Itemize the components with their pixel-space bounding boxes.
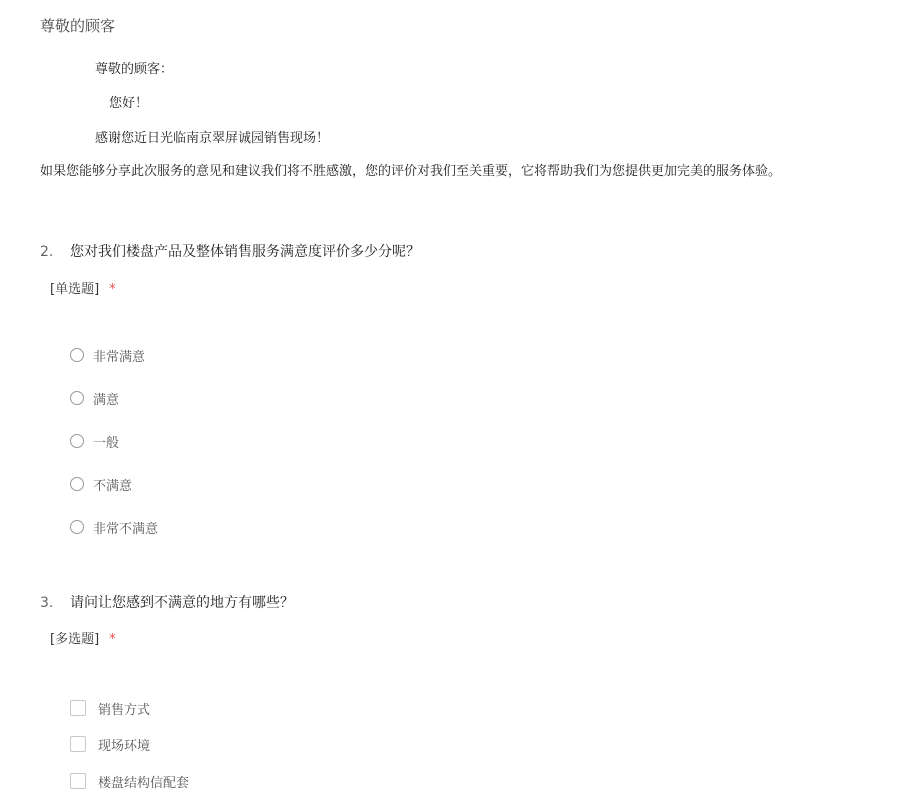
intro-greeting: 尊敬的顾客： [95,62,174,77]
question-type-label: [多选题] [50,632,100,647]
required-mark: * [109,632,116,647]
question-type-label: [单选题] [50,282,100,297]
radio-option-average[interactable] [70,431,119,451]
question-type-3 [50,628,116,647]
radio-option-very-dissatisfied[interactable] [70,517,158,537]
option-label: 销售方式 [98,702,151,718]
required-mark: * [109,282,116,297]
intro-thanks: 感谢您近日光临南京翠屏诚园销售现场！ [95,131,330,146]
radio-button[interactable] [70,348,84,362]
question-type-2 [50,278,116,297]
checkbox[interactable] [70,700,86,716]
intro-request: 如果您能够分享此次服务的意见和建议我们将不胜感激，您的评价对我们至关重要，它将帮助我们为您提供更加完美的服务体验。 [40,164,782,179]
radio-button[interactable] [70,520,84,534]
option-label: 非常不满意 [93,521,159,537]
option-label: 满意 [93,392,120,408]
option-label: 不满意 [93,478,133,494]
question-text: 请问让您感到不满意的地方有哪些？ [70,595,294,611]
radio-option-dissatisfied[interactable] [70,474,132,494]
radio-option-very-satisfied[interactable] [70,345,145,365]
radio-button[interactable] [70,434,84,448]
checkbox-option-building-structure[interactable] [70,771,189,791]
question-2 [40,241,420,261]
checkbox-option-sales-method[interactable] [70,698,150,718]
radio-option-satisfied[interactable] [70,388,119,408]
radio-button[interactable] [70,391,84,405]
checkbox[interactable] [70,773,86,789]
question-number: 3. [40,595,54,611]
radio-button[interactable] [70,477,84,491]
option-label: 现场环境 [98,738,151,754]
page-title: 尊敬的顾客 [40,17,116,35]
question-text: 您对我们楼盘产品及整体销售服务满意度评价多少分呢？ [70,244,420,260]
checkbox-option-site-environment[interactable] [70,734,150,754]
question-3 [40,592,294,612]
intro-hello: 您好！ [109,96,149,111]
question-number: 2. [40,244,54,260]
option-label: 非常满意 [93,349,146,365]
checkbox[interactable] [70,736,86,752]
option-label: 楼盘结构信配套 [98,775,190,791]
option-label: 一般 [93,435,120,451]
